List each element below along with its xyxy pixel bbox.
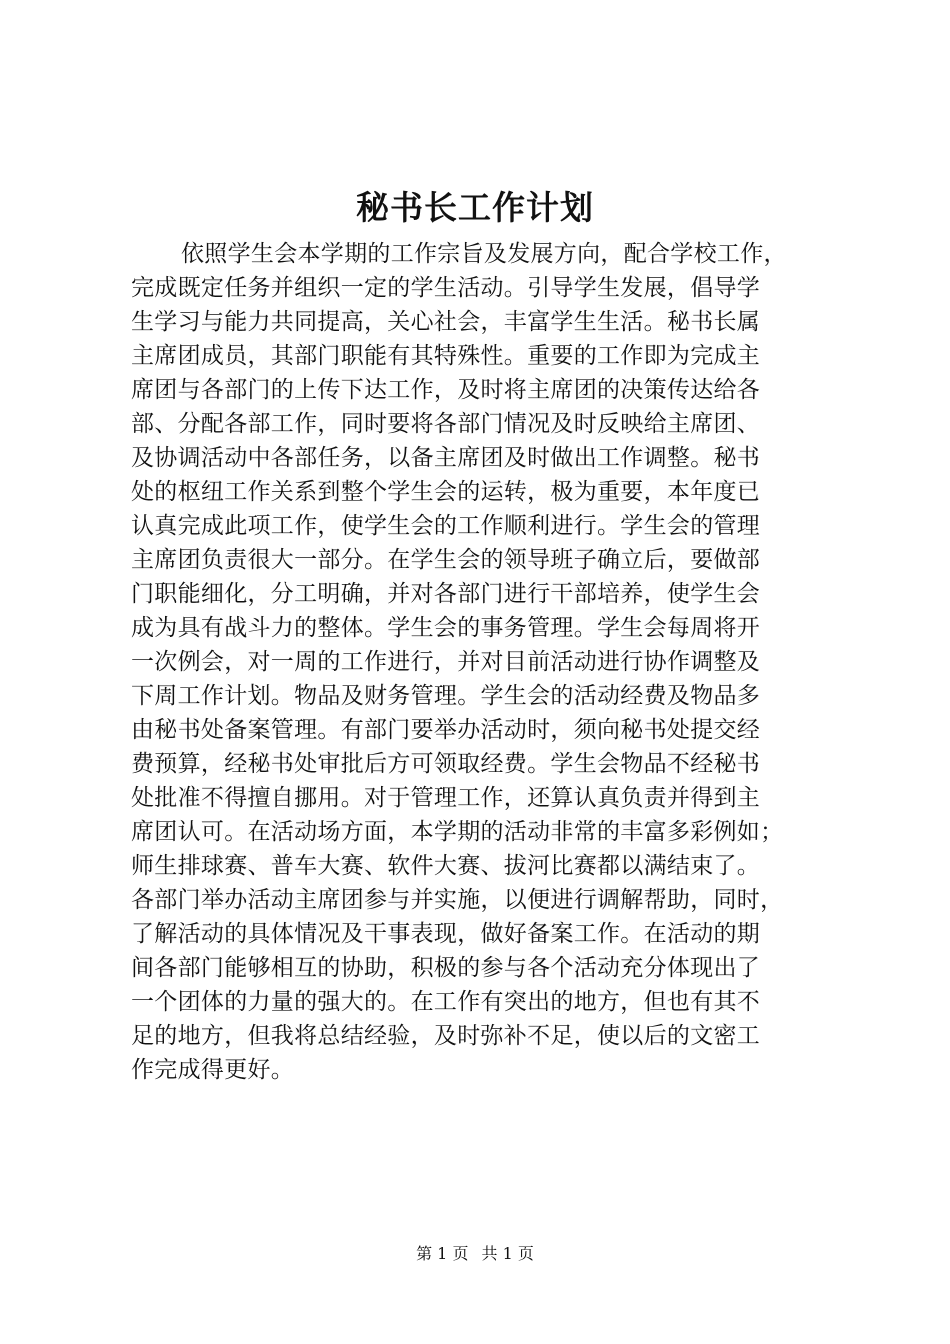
body-line: 门职能细化，分工明确，并对各部门进行干部培养，使学生会 <box>131 581 761 607</box>
body-line: 师生排球赛、普车大赛、软件大赛、拔河比赛都以满结束了。 <box>131 853 761 879</box>
document-title: 秘书长工作计划 <box>356 188 594 227</box>
body-line: 主席团成员，其部门职能有其特殊性。重要的工作即为完成主 <box>131 343 761 369</box>
body-line: 由秘书处备案管理。有部门要举办活动时，须向秘书处提交经 <box>131 717 761 743</box>
body-line: 间各部门能够相互的协助，积极的参与各个活动充分体现出了 <box>131 955 761 981</box>
body-line: 费预算，经秘书处审批后方可领取经费。学生会物品不经秘书 <box>131 751 761 777</box>
body-line: 生学习与能力共同提高，关心社会，丰富学生生活。秘书长属 <box>131 309 761 335</box>
body-line: 足的地方，但我将总结经验，及时弥补不足，使以后的文密工 <box>131 1023 761 1049</box>
body-line: 各部门举办活动主席团参与并实施，以便进行调解帮助，同时， <box>131 887 784 913</box>
body-line: 依照学生会本学期的工作宗旨及发展方向，配合学校工作， <box>181 241 787 267</box>
body-line: 处的枢纽工作关系到整个学生会的运转，极为重要，本年度已 <box>131 479 761 505</box>
body-line: 下周工作计划。物品及财务管理。学生会的活动经费及物品多 <box>131 683 761 709</box>
document-body <box>131 237 821 1087</box>
body-line: 主席团负责很大一部分。在学生会的领导班子确立后，要做部 <box>131 547 761 573</box>
body-line: 完成既定任务并组织一定的学生活动。引导学生发展，倡导学 <box>131 275 761 301</box>
body-line: 席团认可。在活动场方面，本学期的活动非常的丰富多彩例如； <box>131 819 784 845</box>
body-line: 席团与各部门的上传下达工作，及时将主席团的决策传达给各 <box>131 377 761 403</box>
body-line: 一个团体的力量的强大的。在工作有突出的地方，但也有其不 <box>131 989 761 1015</box>
page-total: 共 1 页 <box>481 1244 534 1263</box>
body-line: 处批准不得擅自挪用。对于管理工作，还算认真负责并得到主 <box>131 785 761 811</box>
body-line: 部、分配各部工作，同时要将各部门情况及时反映给主席团、 <box>131 411 761 437</box>
body-line: 作完成得更好。 <box>131 1057 295 1083</box>
body-line: 认真完成此项工作，使学生会的工作顺利进行。学生会的管理 <box>131 513 761 539</box>
body-line: 成为具有战斗力的整体。学生会的事务管理。学生会每周将开 <box>131 615 761 641</box>
page-footer <box>0 1242 950 1266</box>
page-number: 第 1 页 <box>416 1244 469 1263</box>
body-line: 一次例会，对一周的工作进行，并对目前活动进行协作调整及 <box>131 649 761 675</box>
body-line: 及协调活动中各部任务，以备主席团及时做出工作调整。秘书 <box>131 445 761 471</box>
body-line: 了解活动的具体情况及干事表现，做好备案工作。在活动的期 <box>131 921 761 947</box>
